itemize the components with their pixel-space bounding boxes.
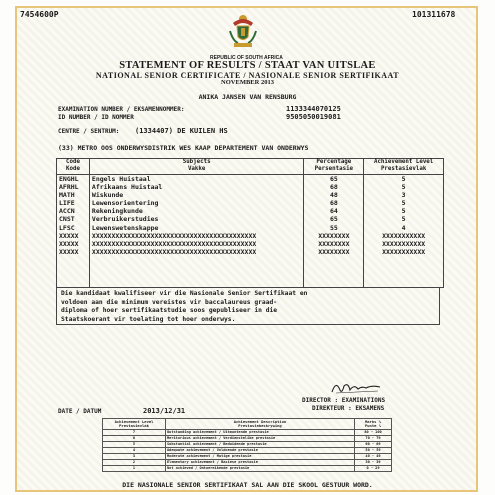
centre-value: (1334407) DE KUILEN HS (135, 127, 228, 135)
exam-period: NOVEMBER 2013 (221, 79, 274, 86)
legend-level: 6 (103, 436, 166, 442)
legend-level: 1 (103, 466, 166, 472)
legend-marks: 70 - 79 (355, 436, 392, 442)
exam-number-label: EXAMINATION NUMBER / EKSAMENNOMMER: (58, 106, 185, 113)
legend-marks: 80 - 100 (355, 430, 392, 436)
district-line: (33) METRO OOS ONDERWYSDISTRIK WES KAAP DEPARTEMENT VAN ONDERWYS (58, 144, 309, 152)
legend-row (103, 466, 392, 472)
director-signature (330, 378, 385, 396)
footer-notice: DIE NASIONALE SENIOR SERTIFIKAAT SAL AAN DIE SKOOL GESTUUR WORD. (122, 481, 373, 489)
subject-names: Engels Huistaal Afrikaans Huistaal Wiskunde Lewensorientering Rekeningkunde Verbruikerstudies Lewenswetenskappe XXXXXXXXXXXXXXXXXXXXXXXXXXXXXXXXXXXXXXXXXX XXXXXXXXXXXXXXXXXXXXXXXXXXXXXXXXXXXXXXXXXX XXXXXXXXXXXXXXXXXXXXXXXXXXXXXXXXXXXXXXXXXX (89, 175, 304, 288)
director-title-en: DIRECTOR : EXAMINATIONS (302, 397, 386, 404)
legend-marks: 30 - 39 (355, 460, 392, 466)
legend-col-marks: Marks % Punte % (355, 419, 392, 430)
subject-codes: ENGHL AFRHL MATH LIFE ACCN CNST LFSC XXXXX XXXXX XXXXX (57, 175, 90, 288)
legend-marks: 0 - 29 (355, 466, 392, 472)
serial-number-right: 101311678 (412, 10, 456, 19)
country-name: REPUBLIC OF SOUTH AFRICA (210, 55, 283, 61)
legend-level: 7 (103, 430, 166, 436)
legend-col-level: Achievement Level Prestasievlak (103, 419, 166, 430)
coat-of-arms-icon (226, 13, 260, 49)
id-number-label: ID NUMBER / ID NOMMER (58, 114, 134, 121)
legend-description: Elementary achievement / Basiese prestasie (166, 460, 355, 466)
exam-number-value: 1133344070125 (286, 105, 341, 113)
legend-level: 3 (103, 454, 166, 460)
legend-description: Outstanding achievement / Uitmuntende prestasie (166, 430, 355, 436)
col-header-percentage: Percentage Persentasie (304, 159, 364, 175)
qualification-statement: Die kandidaat kwalifiseer vir die Nasionale Senior Sertifikaat en voldoen aan die minimum vereistes vir baccalaureus graad- diploma of hoer sertifikaatstudie soos gepubliseer in die Staatskoerant vir toelating tot hoer onderwys. (56, 287, 440, 325)
legend-marks: 50 - 59 (355, 448, 392, 454)
legend-description: Adequate achievement / Voldoende prestasie (166, 448, 355, 454)
results-table (56, 158, 444, 288)
serial-number-left: 7454600P (20, 10, 59, 19)
centre-label: CENTRE / SENTRUM: (58, 128, 120, 135)
document-title: STATEMENT OF RESULTS / STAAT VAN UITSLAE (119, 60, 376, 71)
legend-marks: 40 - 49 (355, 454, 392, 460)
director-title-af: DIREKTEUR : EKSAMENS (312, 405, 385, 412)
legend-description: Meritorious achievement / Verdienstelike prestasie (166, 436, 355, 442)
col-header-level: Achievement Level Prestasievlak (364, 159, 444, 175)
col-header-code: Code Kode (57, 159, 90, 175)
legend-level: 4 (103, 448, 166, 454)
legend-marks: 60 - 69 (355, 442, 392, 448)
subject-levels: 5 5 3 5 5 5 4 XXXXXXXXXXX XXXXXXXXXXX XXXXXXXXXXX (364, 175, 444, 288)
candidate-name: ANIKA JANSEN VAN RENSBURG (198, 93, 297, 101)
document-subtitle: NATIONAL SENIOR CERTIFICATE / NASIONALE SENIOR SERTIFIKAAT (95, 71, 400, 80)
legend-description: Moderate achievement / Matige prestasie (166, 454, 355, 460)
legend-level: 2 (103, 460, 166, 466)
col-header-subject: Subjects Vakke (89, 159, 304, 175)
id-number-value: 9505050019081 (286, 113, 341, 121)
subject-percentages: 65 68 48 68 64 65 55 XXXXXXXX XXXXXXXX XXXXXXXX (304, 175, 364, 288)
legend-col-description: Achievement Description Prestasiebeskrywing (166, 419, 355, 430)
achievement-legend-table (102, 418, 392, 472)
date-value: 2013/12/31 (143, 407, 186, 415)
date-label: DATE / DATUM (58, 408, 102, 415)
legend-description: Not achieved / Ontoereikende prestasie (166, 466, 355, 472)
legend-description: Substantial achievement / Beduidende prestasie (166, 442, 355, 448)
legend-level: 5 (103, 442, 166, 448)
